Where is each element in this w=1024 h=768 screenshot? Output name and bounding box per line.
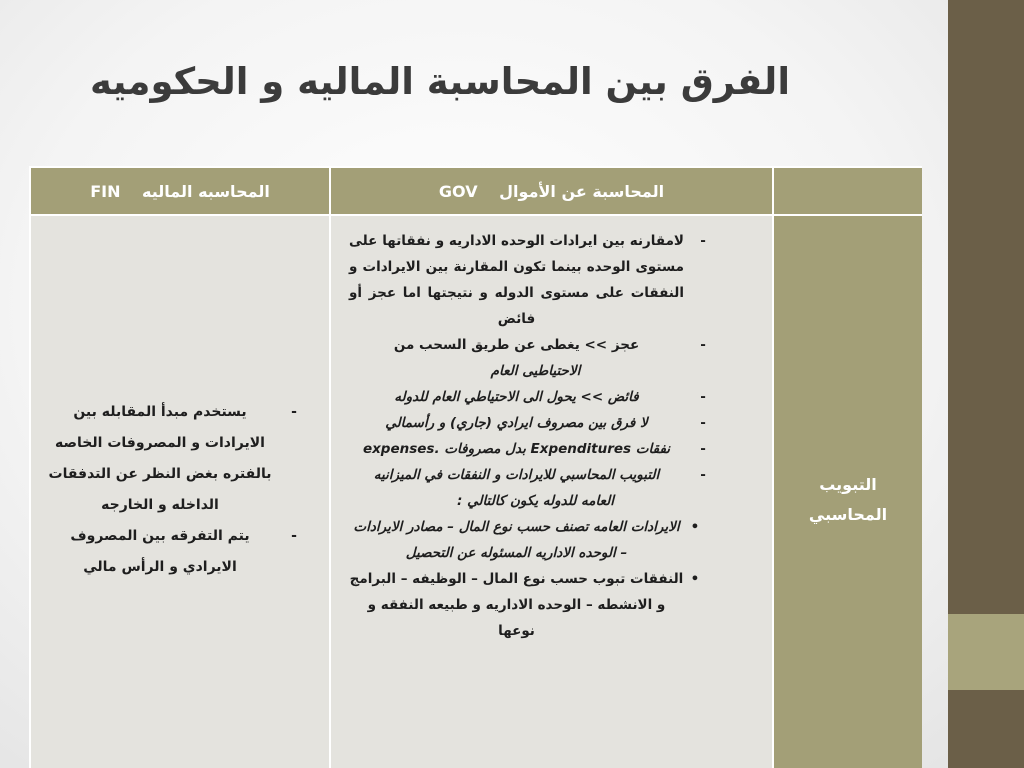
row-label-line-1: التبويب	[819, 475, 877, 494]
gov-item-6-text: التبويب المحاسبي للايرادات و النفقات في الميزانيه	[373, 467, 660, 483]
dash-marker: -	[291, 528, 297, 544]
gov-item-6	[349, 462, 722, 488]
dash-marker: -	[700, 415, 706, 431]
gov-item-2-text: عجز >> يغطى عن طريق السحب من	[393, 337, 640, 353]
gov-item-6-continuation: العامه للدوله يكون كالتالي :	[456, 493, 614, 509]
gov-bullet-1	[349, 514, 722, 566]
gov-bullet-1-text: الايرادات العامه تصنف حسب نوع المال – مصادر الايرادات – الوحده الاداريه المسئوله عن التحصيل	[353, 519, 680, 561]
gov-item-4-text: لا فرق بين مصروف ايرادي (جاري) و رأسمالي	[385, 415, 648, 431]
fin-content	[31, 397, 329, 603]
gov-bullet-2-text: النفقات تبوب حسب نوع المال – الوظيفه – البرامج و الانشطه – الوحده الاداريه و طبيعه النفقه و نوعها	[349, 571, 684, 639]
gov-item-5-text: نفقات Expenditures بدل مصروفات .expenses	[362, 441, 671, 457]
header-fin-label: المحاسبه الماليه	[142, 181, 270, 201]
fin-item-2	[45, 521, 313, 583]
fin-item-1	[45, 397, 313, 521]
dash-marker: -	[700, 467, 706, 483]
gov-item-3-text: فائض >> يحول الى الاحتياطي العام للدوله	[394, 389, 639, 405]
bullet-marker: •	[690, 571, 700, 587]
header-gov-label: المحاسبة عن الأموال	[499, 181, 665, 201]
comparison-table	[29, 166, 922, 768]
row-label-cell	[773, 215, 922, 768]
gov-bullet-2	[349, 566, 722, 644]
row-label-line-2: المحاسبي	[808, 505, 888, 524]
fin-item-2-text: يتم التفرقه بين المصروف الايرادي و الرأس مالي	[70, 528, 250, 575]
table-header-row	[30, 167, 922, 215]
decorative-sidebar-accent	[948, 614, 1024, 690]
header-fin-cell	[30, 167, 330, 215]
dash-marker: -	[700, 233, 706, 249]
slide-title: الفرق بين المحاسبة الماليه و الحكوميه	[90, 60, 790, 103]
gov-content	[331, 216, 772, 654]
fin-item-1-text: يستخدم مبدأ المقابله بين الايرادات و المصروفات الخاصه بالفتره بغض النظر عن التدفقات الداخله و الخارجه	[48, 404, 272, 513]
dash-marker: -	[700, 389, 706, 405]
dash-marker: -	[700, 337, 706, 353]
header-gov-latin: GOV	[438, 181, 478, 201]
gov-item-1-text: لامقارنه بين ايرادات الوحده الاداريه و نفقاتها على مستوى الوحده بينما تكون المقارنة بين الايرادات و النفقات على مستوى الدوله و نتيجتها اما عجز أو فائض	[349, 233, 684, 327]
gov-item-5	[349, 436, 722, 462]
header-category-cell	[773, 167, 922, 215]
bullet-marker: •	[690, 519, 700, 535]
gov-item-1	[349, 228, 722, 332]
gov-item-2-continuation: الاحتياطيى العام	[490, 363, 581, 379]
gov-item-3	[349, 384, 722, 410]
header-gov-cell	[330, 167, 773, 215]
header-fin-latin: FIN	[90, 181, 121, 201]
table-row	[30, 215, 922, 768]
gov-item-2	[349, 332, 722, 358]
gov-content-cell	[330, 215, 773, 768]
comparison-table-container	[29, 166, 922, 768]
dash-marker: -	[291, 404, 297, 420]
fin-content-cell	[30, 215, 330, 768]
gov-item-4	[349, 410, 722, 436]
dash-marker: -	[700, 441, 706, 457]
